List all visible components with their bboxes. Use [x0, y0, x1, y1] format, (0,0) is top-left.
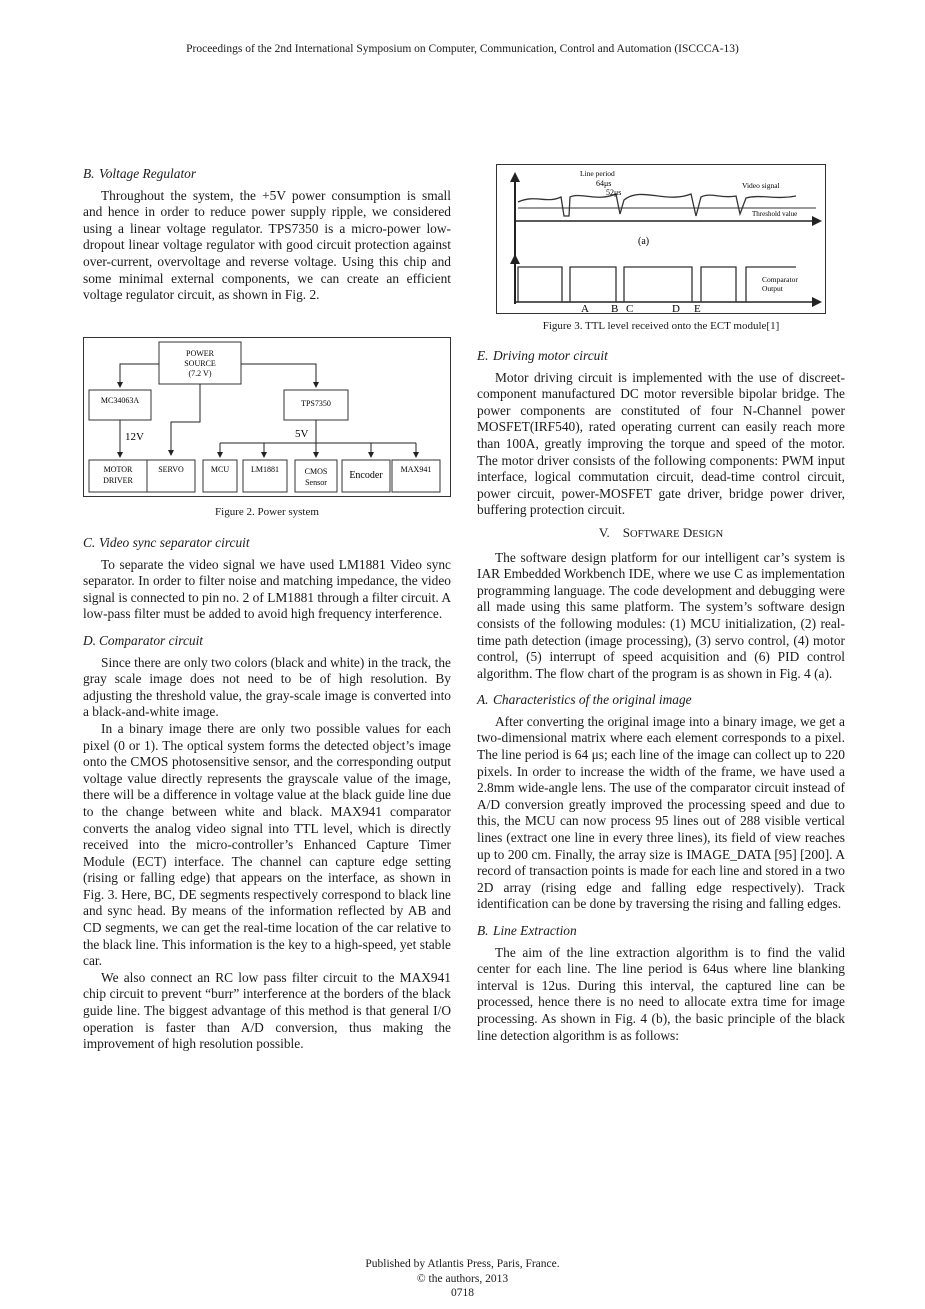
section-heading-software-design: V. SOFTWARE DESIGN — [598, 524, 724, 540]
paragraph: In a binary image there are only two possible values for each pixel (0 or 1). The optical system forms the detected object’s image onto the CMOS photosensitive sensor, and the corresponding output voltage value directly represents the grayscale value of the image, there will be a difference in voltage value at the black guide line due to the change between white and black. MAX941 comparator converts the analog video signal into TTL level, which is directly received into the micro-controller’s Enhanced Capture Timer Module (ECT) interface. The channel can capture edge setting (rising or falling edge) that appears on the interface, as shown in Fig. 3. Here, BC, DE segments respectively correspond to black line and sync head. By means of the information reflected by AB and CD segments, we can get the real-time location of the car relative to the black line. This information is the key to a high-speed, yet stable car. — [83, 720, 451, 969]
video-signal-label: Video signal — [742, 181, 780, 190]
paragraph: Since there are only two colors (black and white) in the track, the gray scale image does not need to be of high resolution. By adjusting the threshold value, the gray-scale image is converted into a black-and-white image. — [83, 654, 451, 720]
lm1881-label: LM1881 — [251, 465, 279, 474]
arrow-icon — [510, 254, 520, 264]
power-source-label: SOURCE — [184, 359, 216, 368]
section-heading: D. Comparator circuit — [83, 632, 204, 648]
motor-driver-label: MOTOR — [103, 465, 133, 474]
figure-3-caption: Figure 3. TTL level received onto the ECT module[1] — [542, 320, 780, 332]
copyright-line: © the authors, 2013 — [416, 1272, 509, 1285]
figure-3-ttl-level — [496, 164, 826, 314]
figure-2-caption: Figure 2. Power system — [215, 506, 319, 518]
arrow-icon — [510, 172, 520, 182]
section-heading: C. Video sync separator circuit — [83, 535, 250, 550]
proceedings-header: Proceedings of the 2nd International Symposium on Computer, Communication, Control and Automation (ISCCCA-13) — [186, 43, 739, 55]
section-heading: B. Voltage Regulator — [83, 166, 197, 181]
paragraph: Motor driving circuit is implemented with the use of discreet-component manufactured DC motor reversible bipolar bridge. The power components are constituted of four N-Channel power MOSFET(IRF540), rated operating current can easily reach more than 100A, greatly improving the torque and speed of the motor. The motor driver consists of the following components: PWM input interface, logical commutation circuit, dead-time control circuit, power circuit, power-MOSFET gate driver, bridge power driver, buffering protection circuit. — [477, 369, 845, 518]
paragraph: After converting the original image into a binary image, we get a two-dimensional matrix where each element corresponds to a pixel. The line period is 64 μs; each line of the image can collect up to 220 pixels. In order to increase the width of the frame, we have used a 2.8mm wide-angle lens. The use of the comparator circuit instead of A/D conversion greatly improved the processing speed and due to this, the MCU can now process 95 lines out of 288 visible vertical lines (extract one line in every three lines), its field of view reaches up to 200 cm. Finally, the array size is IMAGE_DATA [95] [200]. A record of transaction points is made for each line and stored in a two 2D array (rising edge and falling edge respectively). Track identification can be done by traversing the rising and falling edges. — [477, 713, 845, 912]
section-heading: E. Driving motor circuit — [477, 348, 608, 363]
line-period-label: Line period — [580, 169, 615, 178]
wire — [171, 384, 200, 455]
64us-label: 64μs — [596, 179, 612, 188]
cmos-sensor-label: CMOS — [304, 467, 328, 476]
power-source-label: (7.2 V) — [188, 369, 212, 378]
point-e-label: E — [694, 303, 701, 314]
page-footer — [0, 1257, 925, 1301]
comparator-label: Output — [762, 284, 783, 293]
tps7350-label: TPS7350 — [301, 399, 331, 408]
cmos-sensor-label: Sensor — [305, 478, 327, 487]
threshold-label: Threshold value — [752, 210, 798, 218]
arrow-icon — [812, 216, 822, 226]
section-voltage-regulator — [83, 166, 451, 304]
section-heading: B. Line Extraction — [477, 923, 577, 938]
section-heading: A. Characteristics of the original image — [477, 692, 692, 708]
point-a-label: A — [581, 303, 589, 314]
power-source-label: POWER — [186, 349, 214, 358]
5v-label: 5V — [295, 428, 309, 440]
comparator-label: Comparator — [762, 275, 798, 284]
page-number: 0718 — [451, 1287, 474, 1299]
motor-driver-label: DRIVER — [103, 476, 133, 485]
cmos-sensor-block — [295, 460, 337, 492]
paragraph: Throughout the system, the +5V power consumption is small and hence in order to reduce power supply ripple, we considered using a linear voltage regulator. TPS7350 is a micro-power low-dropout linear voltage regulator with good circuit protection against over-current, overvoltage and reverse voltage. Using this chip and some minimal external components, we can create an efficient voltage regulator circuit, as shown in Fig. 2. — [83, 187, 451, 303]
mc34063a-block — [89, 390, 151, 420]
mcu-label: MCU — [210, 465, 230, 474]
point-d-label: D — [672, 303, 680, 314]
arrow-icon — [812, 297, 822, 307]
paragraph: To separate the video signal we have used LM1881 Video sync separator. In order to filter noise and matching impedance, the video signal is connected to pin no. 2 of LM1881 through a filter circuit. A low-pass filter must be added to avoid high frequency interference. — [83, 556, 451, 622]
52us-label: 52μs — [606, 188, 622, 197]
comparator-output-waveform — [518, 267, 796, 302]
point-c-label: C — [626, 303, 634, 314]
encoder-label: Encoder — [349, 470, 383, 481]
wire — [241, 364, 316, 387]
paragraph: The software design platform for our intelligent car’s system is IAR Embedded Workbench IDE, where we use C as implementation programming language. The code development and debugging were all made using this same platform. The system’s software design consists of the following modules: (1) MCU initialization, (2) real-time path detection (image processing), (3) servo control, (4) motor control, (5) interrupt of speed acquisition and (6) PID control algorithm. The flow chart of the program is as shown in Fig. 4 (a). — [477, 549, 845, 681]
paragraph: We also connect an RC low pass filter circuit to the MAX941 chip circuit to prevent “burr” interference at the borders of the black guide line. The biggest advantage of this method is that general I/O operation is faster than A/D conversion, thus making the improvement of high resolution possible. — [83, 969, 451, 1052]
panel-a-label: (a) — [638, 236, 650, 247]
mc34063a-label: MC34063A — [100, 396, 140, 405]
point-b-label: B — [611, 303, 619, 314]
wire — [120, 364, 159, 387]
figure-2-power-system — [83, 337, 451, 497]
servo-label: SERVO — [158, 465, 184, 474]
section-driving-motor — [477, 348, 845, 1044]
12v-label: 12V — [125, 431, 144, 443]
section-video-sync — [83, 535, 451, 1053]
max941-label: MAX941 — [400, 465, 432, 474]
paragraph: The aim of the line extraction algorithm is to find the valid center for each line. The line period is 64us where line blanking interval is 12us. During this interval, the captured line can be processed, hence there is no need to allocate extra time for image processing. As shown in Fig. 4 (b), the basic principle of the black line detection algorithm is as follows: — [477, 944, 845, 1043]
publisher-line: Published by Atlantis Press, Paris, France. — [365, 1258, 560, 1270]
